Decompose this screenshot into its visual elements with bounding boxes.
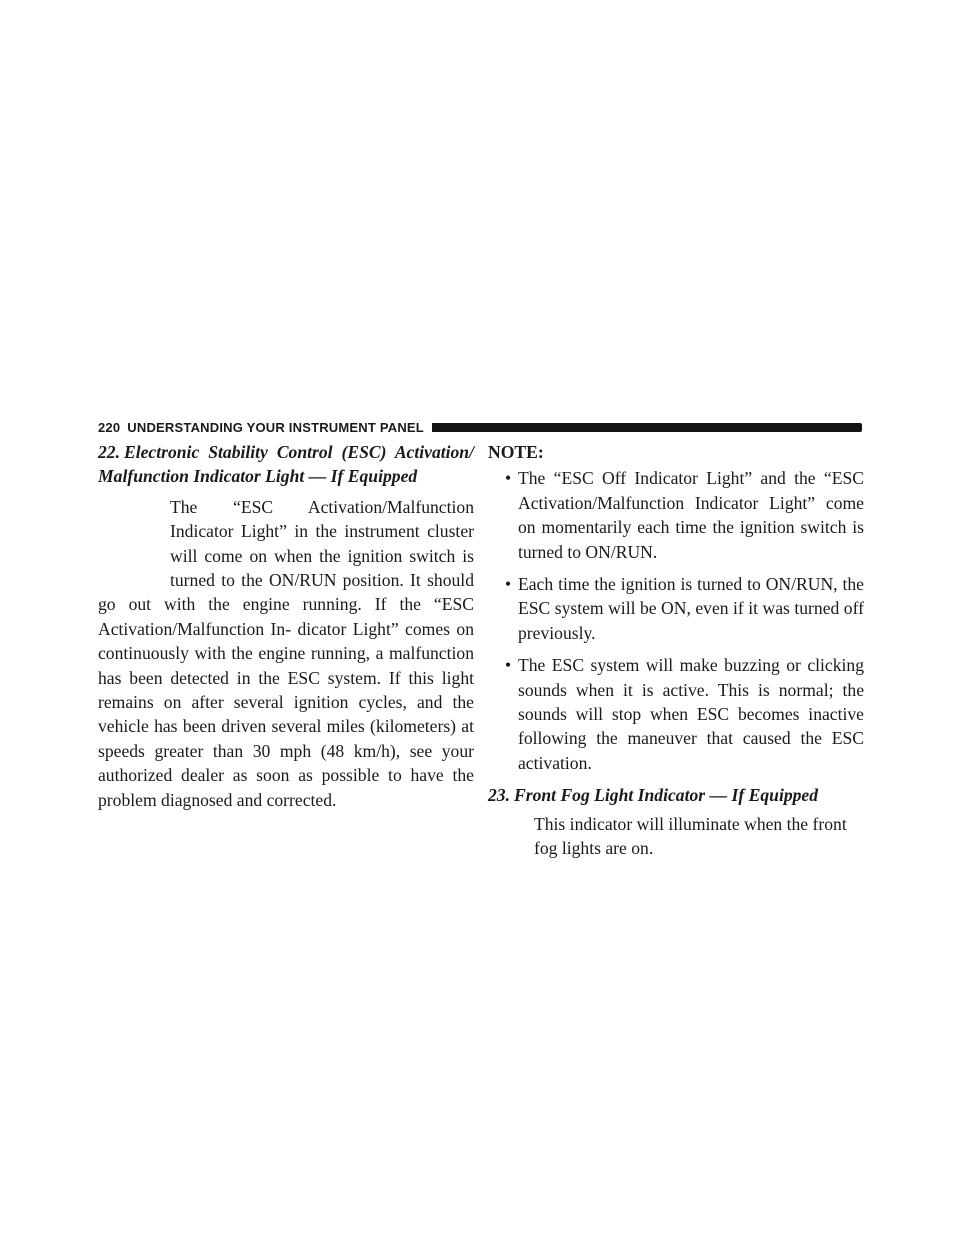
note-bullet-item [488,466,864,564]
fog-row [488,812,864,861]
bullet-icon: • [505,468,512,489]
esc-item-heading [98,440,474,489]
esc-indicator-icon-placeholder [98,495,164,587]
note-bullet-item [488,653,864,775]
section-title: UNDERSTANDING YOUR INSTRUMENT PANEL [127,419,424,435]
note-bullet-text: Each time the ignition is turned to ON/RUN, the ESC system will be ON, even if it was turned off previously. [518,574,864,643]
fog-item-title: Front Fog Light Indicator — If Equipped [514,785,819,806]
right-column [488,440,864,866]
header-rule [432,423,862,432]
bullet-icon: • [505,655,512,676]
esc-item-title: Electronic Stability Control (ESC) Activation/ Malfunction Indicator Light — If Equipped [98,442,474,487]
note-label: NOTE: [488,442,544,462]
fog-description: This indicator will illuminate when the front fog lights are on. [534,813,847,859]
note-bullet-text: The “ESC Off Indicator Light” and the “ESC Activation/Malfunction Indicator Light” come on momentarily each time the ignition switch is turned to ON/RUN. [518,468,864,562]
note-bullet-text: The ESC system will make buzzing or clicking sounds when it is active. This is normal; the sounds will stop when ESC becomes inactive following the maneuver that caused the ESC activation. [518,655,864,773]
esc-item-number: 22. [98,442,120,462]
note-bullet-item [488,572,864,645]
fog-indicator-icon-placeholder [488,818,534,866]
bullet-icon: • [505,574,512,595]
fog-item-number: 23. [488,785,510,806]
page-header [98,419,862,435]
esc-description: The “ESC Activation/Malfunction Indicator Light” in the instrument cluster will come on when the ignition switch is turned to the ON/RUN position. It should go out with the engine running. If the “ESC Activation/Malfunction In- dicator Light” comes on continuously with the engine running, a malfunction has been detected in the ESC system. If this light remains on after several ignition cycles, and the vehicle has been driven several miles (kilometers) at speeds greater than 30 mph (48 km/h), see your authorized dealer as soon as possible to have the problem diagnosed and corrected. [98,496,474,810]
fog-item-heading [488,783,864,807]
note-bullet-list [488,466,864,775]
left-column [98,440,474,812]
page-number: 220 [98,419,121,435]
